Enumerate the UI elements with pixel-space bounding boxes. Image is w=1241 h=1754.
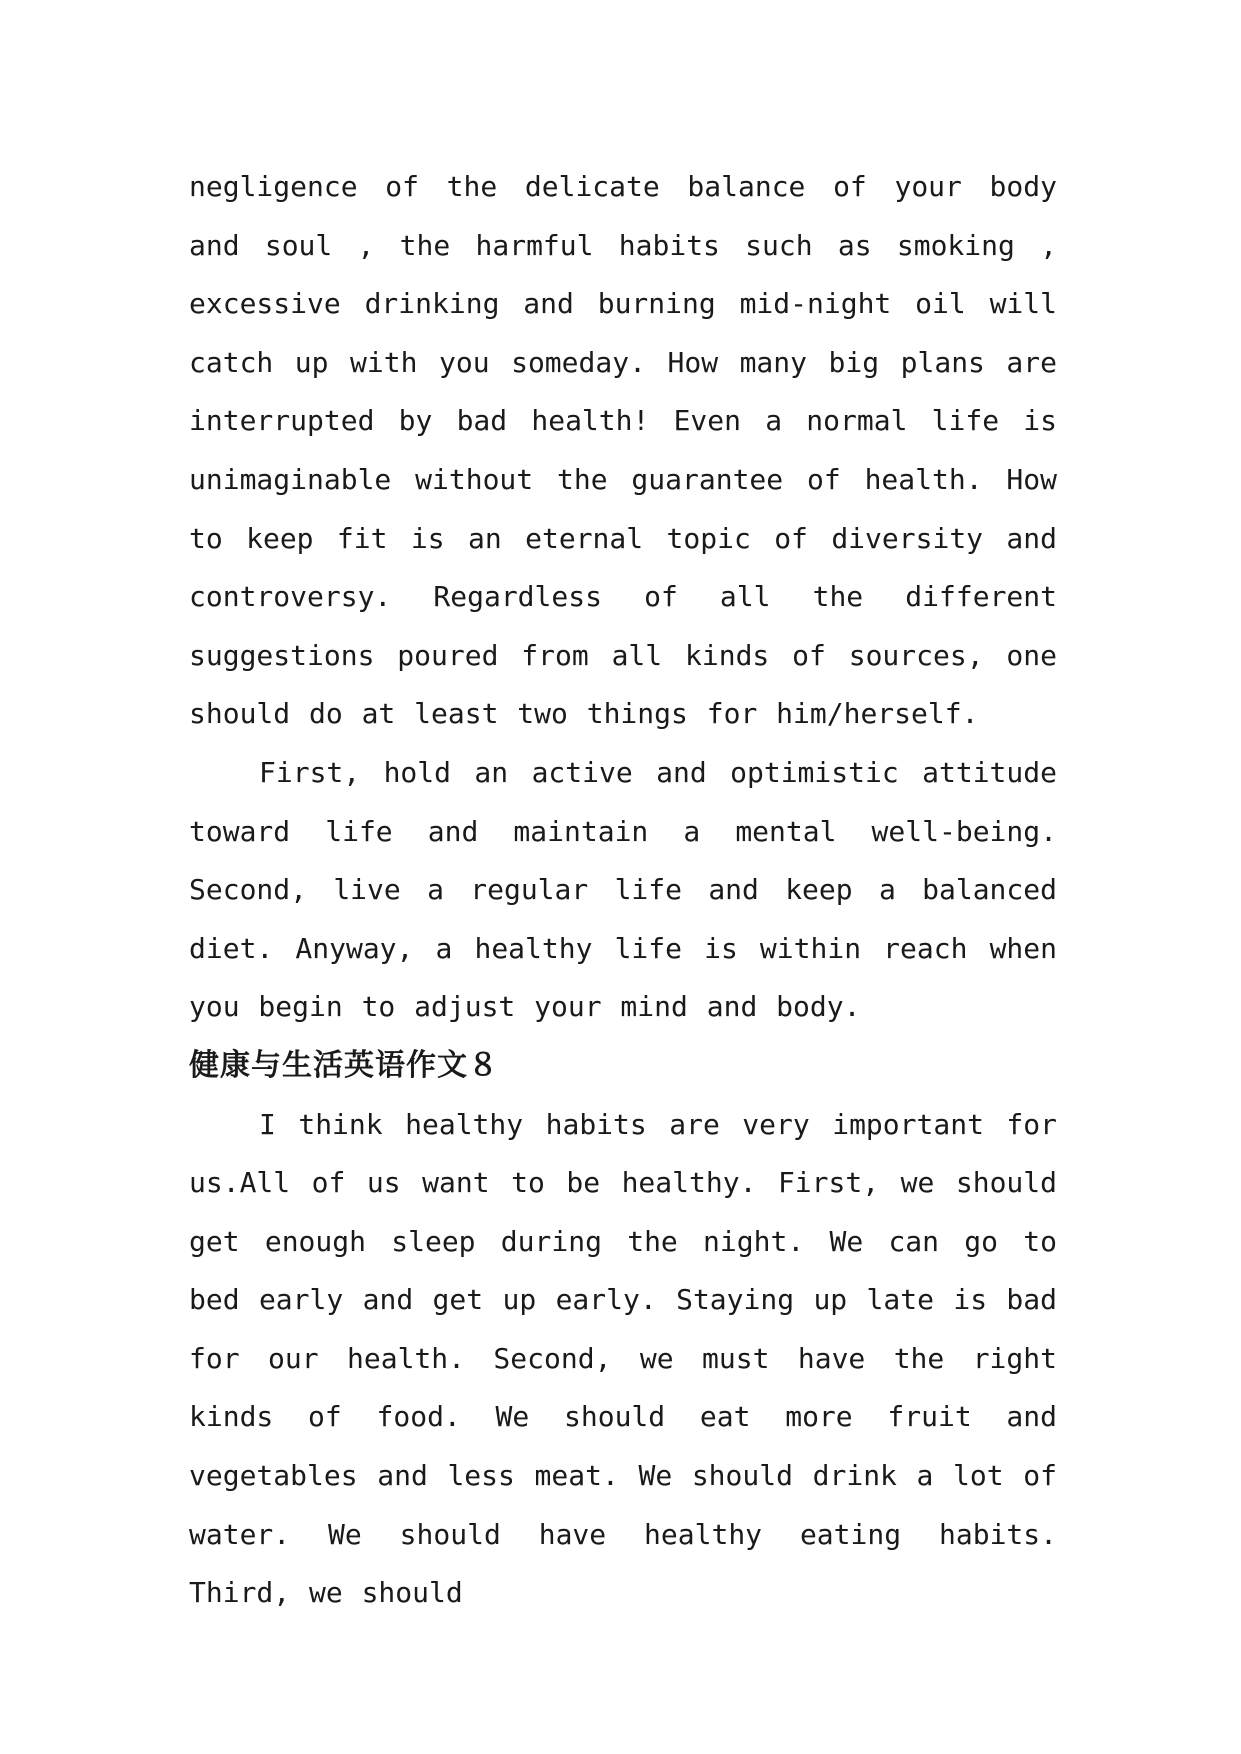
- document-body: [189, 158, 1057, 1623]
- paragraph-continued: negligence of the delicate balance of your body and soul , the harmful habits such as smoking , excessive drinking and burning mid-night oil will catch up with you someday. How many big plans are interrupted by bad health! Even a normal life is unimaginable without the guarantee of health. How to keep fit is an eternal topic of diversity and controversy. Regardless of all the different suggestions poured from all kinds of sources, one should do at least two things for him/herself.: [189, 170, 1057, 731]
- paragraph-first-second: First, hold an active and optimistic attitude toward life and maintain a mental well-being. Second, live a regular life and keep a balanced diet. Anyway, a healthy life is within reach when you begin to adjust your mind and body.: [189, 755, 1057, 1024]
- section-heading: 健康与生活英语作文８: [189, 1047, 499, 1083]
- paragraph-healthy-habits: I think healthy habits are very important for us.All of us want to be healthy. First, we should get enough sleep during the night. We can go to bed early and get up early. Staying up late is bad for our health. Second, we must have the right kinds of food. We should eat more fruit and vegetables and less meat. We should drink a lot of water. We should have healthy eating habits. Third, we should: [189, 1107, 1057, 1610]
